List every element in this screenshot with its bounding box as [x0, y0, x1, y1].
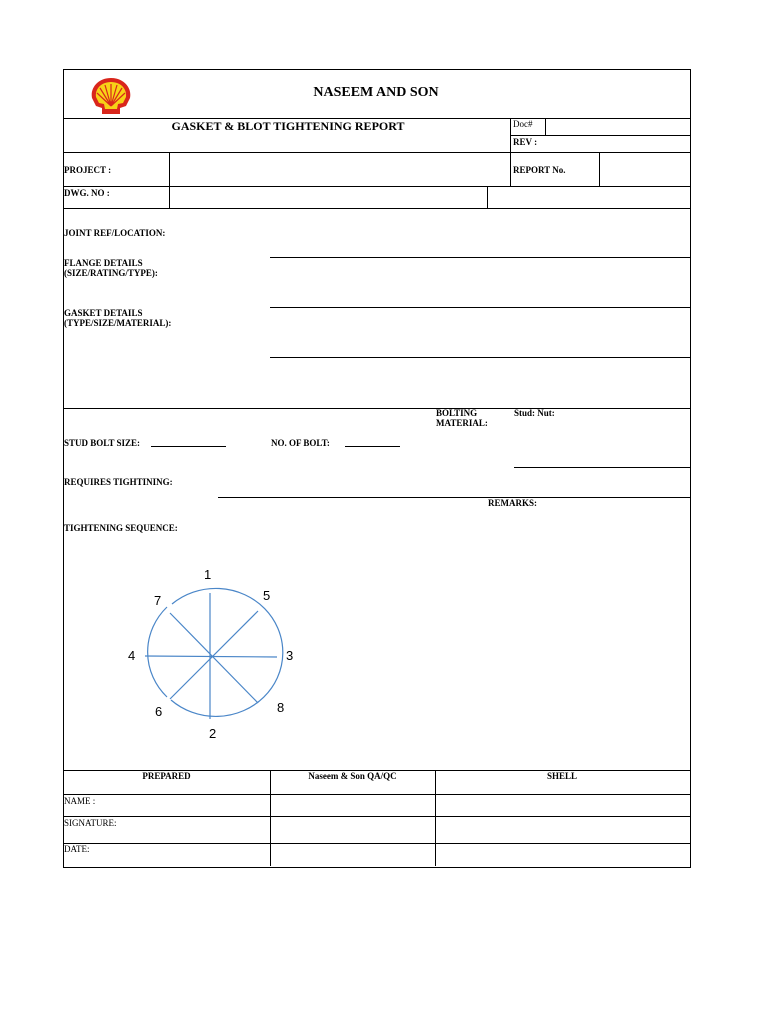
no-of-bolt-label: NO. OF BOLT: — [271, 438, 330, 448]
flange-circle-left — [148, 607, 167, 697]
name-label: NAME : — [64, 796, 96, 806]
doc-label: Doc# — [513, 119, 533, 129]
bolt-line-4-3 — [145, 656, 277, 657]
bolt-number-4: 4 — [128, 648, 136, 663]
bolt-number-6: 6 — [155, 704, 163, 719]
report-no-field[interactable] — [600, 153, 689, 186]
bolt-number-1: 1 — [204, 567, 212, 582]
flange-circle — [171, 588, 283, 716]
signature-label: SIGNATURE: — [64, 818, 117, 828]
bolt-line-5-6 — [170, 611, 258, 699]
rev-label: REV : — [513, 137, 538, 147]
bolt-number-5: 5 — [263, 588, 271, 603]
flange-details-label: FLANGE DETAILS (SIZE/RATING/TYPE): — [64, 258, 158, 278]
shell-signature-field[interactable] — [436, 817, 689, 842]
qaqc-signature-field[interactable] — [271, 817, 434, 842]
dwg-no-label: DWG. NO : — [64, 188, 110, 198]
joint-ref-field[interactable] — [270, 218, 689, 256]
bolt-number-3: 3 — [286, 648, 294, 663]
bolt-number-2: 2 — [209, 726, 217, 741]
gasket-details-field[interactable] — [270, 308, 689, 356]
shell-date-field[interactable] — [436, 844, 689, 865]
dwg-no-field[interactable] — [170, 187, 487, 208]
project-label: PROJECT : — [64, 165, 112, 175]
shell-header: SHELL — [546, 771, 577, 781]
company-name: NASEEM AND SON — [313, 85, 439, 100]
bolt-line-7-8 — [170, 613, 258, 703]
requires-tightening-field[interactable] — [218, 497, 690, 498]
rev-field[interactable] — [546, 136, 689, 152]
prepared-header: PREPARED — [142, 771, 191, 781]
qaqc-header: Naseem & Son QA/QC — [308, 771, 397, 781]
remarks-label: REMARKS: — [488, 498, 537, 508]
report-title: GASKET & BLOT TIGHTENING REPORT — [171, 119, 405, 133]
shell-name-field[interactable] — [436, 795, 689, 815]
joint-ref-label: JOINT REF/LOCATION: — [64, 228, 166, 238]
tightening-sequence-label: TIGHTENING SEQUENCE: — [64, 523, 178, 533]
report-no-label: REPORT No. — [513, 165, 566, 175]
stud-bolt-size-field[interactable] — [151, 446, 226, 447]
no-of-bolt-field[interactable] — [345, 446, 400, 447]
bolt-number-8: 8 — [277, 700, 285, 715]
stud-bolt-size-label: STUD BOLT SIZE: — [64, 438, 141, 448]
doc-number-field[interactable] — [546, 119, 689, 134]
requires-tightening-label: REQUIRES TIGHTINING: — [64, 477, 173, 487]
bolt-number-7: 7 — [154, 593, 162, 608]
date-label: DATE: — [64, 844, 90, 854]
bolting-material-label: BOLTING MATERIAL: — [436, 408, 488, 428]
qaqc-date-field[interactable] — [271, 844, 434, 865]
bolting-material-field[interactable] — [514, 420, 689, 466]
project-field[interactable] — [170, 153, 510, 186]
dwg-extra-field[interactable] — [488, 187, 689, 208]
stud-nut-label: Stud: Nut: — [514, 408, 555, 418]
gasket-details-label: GASKET DETAILS (TYPE/SIZE/MATERIAL): — [64, 308, 172, 328]
qaqc-name-field[interactable] — [271, 795, 434, 815]
flange-details-field[interactable] — [270, 258, 689, 306]
